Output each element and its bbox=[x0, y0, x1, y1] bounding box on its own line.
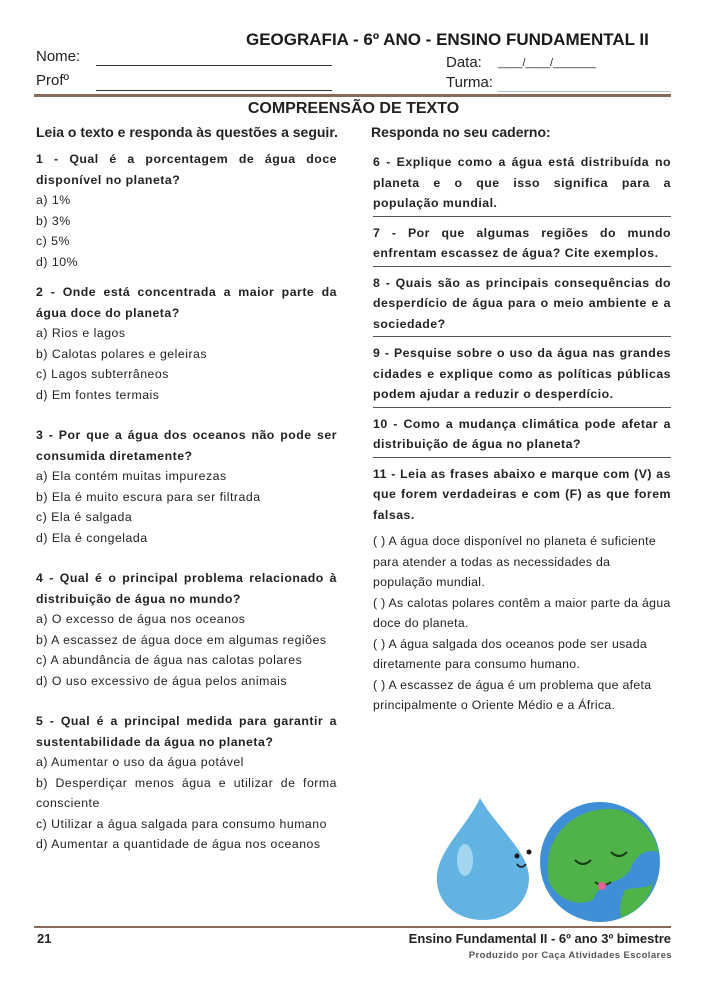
question-4: 4 - Qual é o principal problema relacionado à distribuição de água no mundo? bbox=[36, 571, 337, 606]
question-block bbox=[36, 149, 337, 272]
option: b) A escassez de água doce em algumas regiões bbox=[36, 632, 327, 647]
question-3: 3 - Por que a água dos oceanos não pode ser consumida diretamente? bbox=[36, 428, 337, 463]
question-9: 9 - Pesquise sobre o uso da água nas grandes cidades e explique como as políticas públicas podem ajudar a reduzir o desperdício. bbox=[373, 346, 671, 401]
water-drop-icon bbox=[437, 798, 532, 920]
option: a) Ela contém muitas impurezas bbox=[36, 469, 227, 483]
earth-icon bbox=[540, 802, 660, 922]
answer-line[interactable] bbox=[373, 457, 671, 458]
option: c) 5% bbox=[36, 234, 70, 248]
option: b) Calotas polares e geleiras bbox=[36, 346, 208, 361]
question-block bbox=[36, 568, 337, 691]
water-drop-and-earth-icon bbox=[425, 790, 675, 925]
prof-label: Profº bbox=[36, 72, 69, 89]
data-label: Data: bbox=[446, 54, 482, 71]
footer-grade: Ensino Fundamental II - 6º ano 3º bimestre bbox=[408, 931, 671, 946]
option: c) Ela é salgada bbox=[36, 510, 133, 524]
question-10: 10 - Como a mudança climática pode afetar a distribuição de água no planeta? bbox=[373, 416, 671, 451]
option: d) Aumentar a quantidade de água nos oceanos bbox=[36, 837, 321, 851]
tf-statement[interactable]: ( ) As calotas polares contêm a maior parte da água doce do planeta. bbox=[373, 595, 671, 630]
question-block bbox=[36, 282, 337, 405]
question-8: 8 - Quais são as principais consequências do desperdício de água para o meio ambiente e a sociedade? bbox=[373, 275, 671, 331]
page-title: GEOGRAFIA - 6º ANO - ENSINO FUNDAMENTAL II bbox=[246, 30, 649, 49]
question-7: 7 - Por que algumas regiões do mundo enfrentam escassez de água? Cite exemplos. bbox=[373, 225, 671, 260]
option: b) Desperdiçar menos água e utilizar de forma consciente bbox=[36, 775, 337, 810]
header-divider bbox=[34, 94, 671, 97]
answer-line[interactable] bbox=[373, 216, 671, 217]
right-column bbox=[373, 152, 671, 716]
question-block bbox=[36, 711, 337, 855]
question-5: 5 - Qual é a principal medida para garantir a sustentabilidade da água no planeta? bbox=[36, 714, 337, 749]
option: d) 10% bbox=[36, 254, 78, 269]
option: a) Aumentar o uso da água potável bbox=[36, 755, 244, 769]
option: b) Ela é muito escura para ser filtrada bbox=[36, 489, 261, 504]
turma-label: Turma: bbox=[446, 74, 493, 91]
page-number: 21 bbox=[37, 931, 52, 946]
question-block bbox=[36, 425, 337, 548]
tf-statement[interactable]: ( ) A água doce disponível no planeta é suficiente para atender a todas as necessidades da população mundial. bbox=[373, 534, 656, 589]
answer-line[interactable] bbox=[373, 407, 671, 408]
tf-statement[interactable]: ( ) A escassez de água é um problema que afeta principalmente o Oriente Médio e a África. bbox=[373, 677, 652, 712]
question-6: 6 - Explique como a água está distribuída no planeta e o que isso significa para a população mundial. bbox=[373, 155, 671, 210]
option: c) Lagos subterrâneos bbox=[36, 367, 169, 381]
nome-label: Nome: bbox=[36, 48, 81, 65]
option: a) O excesso de água nos oceanos bbox=[36, 612, 246, 626]
option: a) Rios e lagos bbox=[36, 326, 126, 340]
footer-credit: Produzido por Caça Atividades Escolares bbox=[468, 950, 672, 961]
tf-statement[interactable]: ( ) A água salgada dos oceanos pode ser usada diretamente para consumo humano. bbox=[373, 636, 647, 671]
nome-field[interactable] bbox=[96, 65, 332, 66]
answer-line[interactable] bbox=[373, 336, 671, 337]
option: c) A abundância de água nas calotas polares bbox=[36, 653, 303, 667]
question-11: 11 - Leia as frases abaixo e marque com (V) as que forem verdadeiras e com (F) as que forem falsas. bbox=[373, 466, 671, 522]
footer-divider bbox=[34, 926, 671, 928]
question-1: 1 - Qual é a porcentagem de água doce disponível no planeta? bbox=[36, 152, 337, 187]
data-field[interactable]: ____/____/_______ bbox=[498, 57, 596, 69]
instructions-right: Responda no seu caderno: bbox=[371, 124, 551, 140]
option: b) 3% bbox=[36, 213, 71, 228]
option: d) Ela é congelada bbox=[36, 530, 148, 545]
left-column bbox=[36, 149, 337, 855]
prof-field[interactable] bbox=[96, 90, 332, 91]
option: d) O uso excessivo de água pelos animais bbox=[36, 673, 288, 688]
option: c) Utilizar a água salgada para consumo humano bbox=[36, 816, 327, 831]
question-2: 2 - Onde está concentrada a maior parte da água doce do planeta? bbox=[36, 285, 337, 320]
option: a) 1% bbox=[36, 193, 71, 207]
instructions-left: Leia o texto e responda às questões a seguir. bbox=[36, 124, 338, 140]
turma-field[interactable] bbox=[498, 91, 671, 92]
section-title: COMPREENSÃO DE TEXTO bbox=[247, 100, 460, 117]
answer-line[interactable] bbox=[373, 266, 671, 267]
option: d) Em fontes termais bbox=[36, 387, 160, 402]
